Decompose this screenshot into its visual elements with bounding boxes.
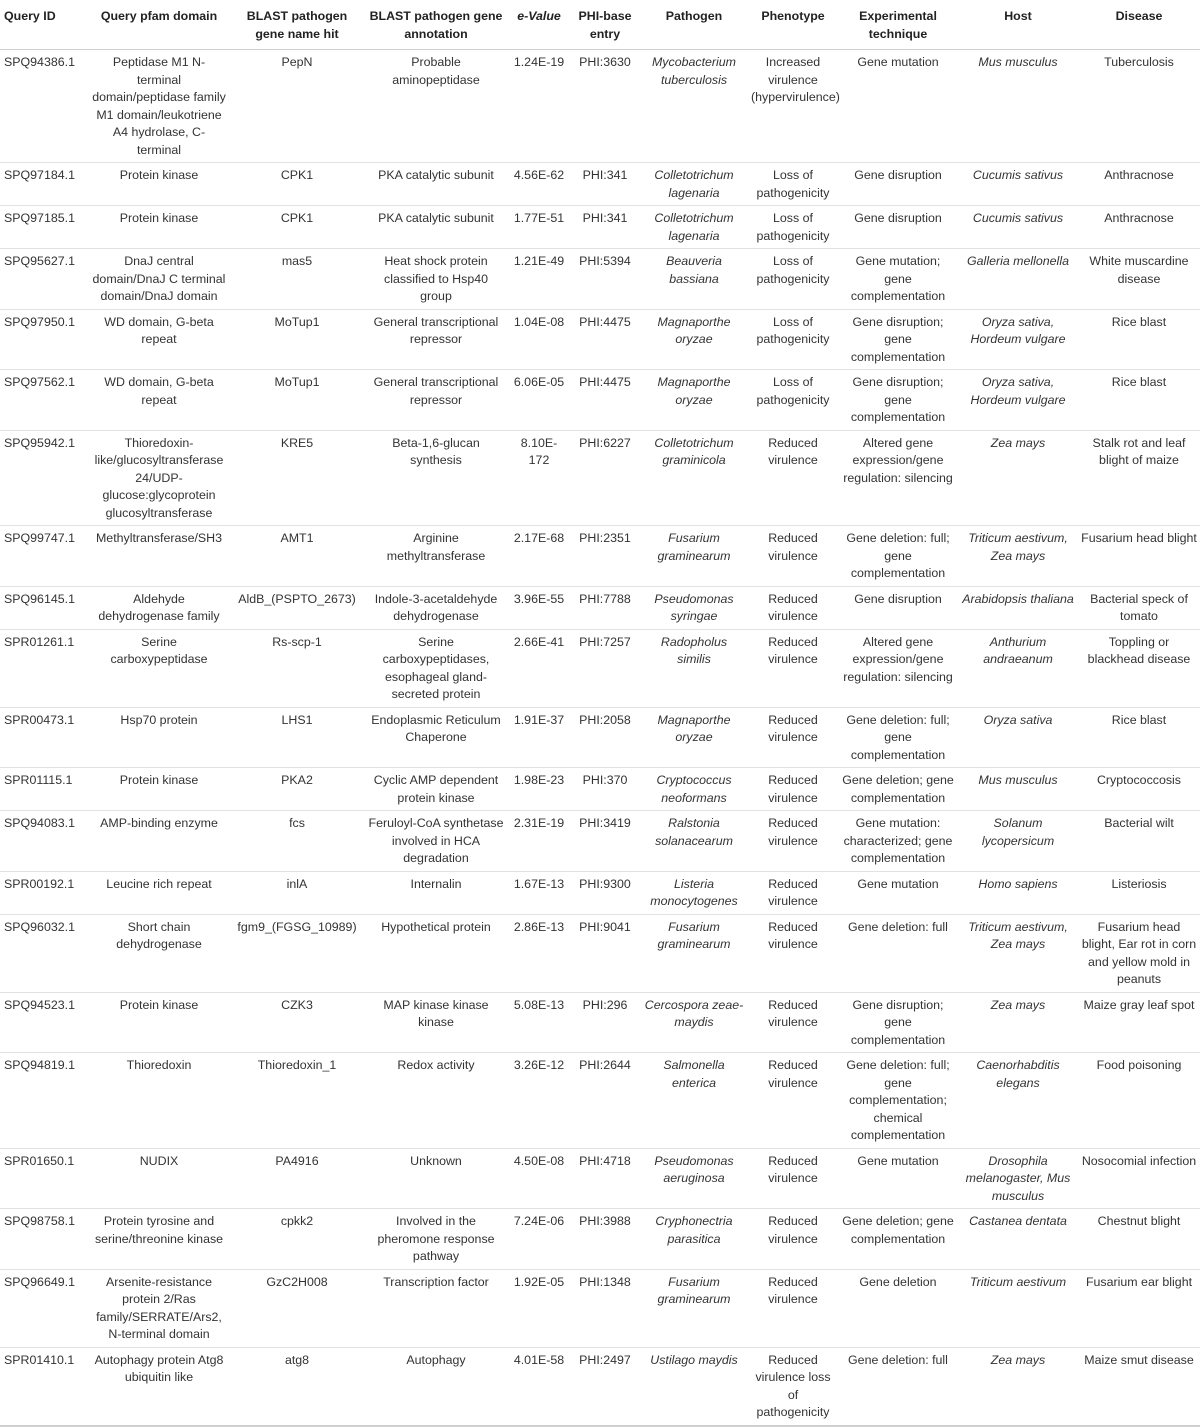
table-cell: Cryptococcosis [1078, 768, 1200, 811]
table-cell: Mus musculus [958, 50, 1078, 163]
table-cell: Arginine methyltransferase [364, 526, 508, 587]
table-cell: Methyltransferase/SH3 [88, 526, 230, 587]
table-cell: 1.91E-37 [508, 707, 570, 768]
table-cell: fcs [230, 811, 364, 872]
table-cell: CPK1 [230, 163, 364, 206]
table-cell: Reduced virulence [748, 1209, 838, 1270]
table-cell: PHI:2644 [570, 1053, 640, 1149]
table-cell: PHI:2497 [570, 1347, 640, 1426]
column-header [748, 0, 838, 50]
table-cell: Caenorhabditis elegans [958, 1053, 1078, 1149]
table-cell: 3.26E-12 [508, 1053, 570, 1149]
table-cell: Gene disruption; gene complementation [838, 309, 958, 370]
table-cell: Gene disruption; gene complementation [838, 992, 958, 1053]
table-cell: WD domain, G-beta repeat [88, 370, 230, 431]
table-cell: Redox activity [364, 1053, 508, 1149]
table-cell: Arsenite-resistance protein 2/Ras family/SERRATE/Ars2, N-terminal domain [88, 1269, 230, 1347]
table-cell: Thioredoxin [88, 1053, 230, 1149]
table-cell: Triticum aestivum, Zea mays [958, 914, 1078, 992]
table-cell: Loss of pathogenicity [748, 370, 838, 431]
table-cell: SPQ98758.1 [0, 1209, 88, 1270]
column-header-label: Host [1004, 9, 1032, 23]
table-cell: Cucumis sativus [958, 163, 1078, 206]
table-cell: SPQ94386.1 [0, 50, 88, 163]
table-cell: AMP-binding enzyme [88, 811, 230, 872]
table-cell: 1.98E-23 [508, 768, 570, 811]
table-cell: Galleria mellonella [958, 249, 1078, 310]
table-cell: mas5 [230, 249, 364, 310]
table-cell: 1.67E-13 [508, 871, 570, 914]
table-cell: MAP kinase kinase kinase [364, 992, 508, 1053]
table-cell: PHI:2351 [570, 526, 640, 587]
table-cell: SPR01115.1 [0, 768, 88, 811]
table-cell: 4.50E-08 [508, 1148, 570, 1209]
table-cell: Fusarium head blight [1078, 526, 1200, 587]
table-cell: KRE5 [230, 430, 364, 526]
table-cell: cpkk2 [230, 1209, 364, 1270]
table-row [0, 206, 1200, 249]
table-cell: Protein tyrosine and serine/threonine kinase [88, 1209, 230, 1270]
table-cell: Listeriosis [1078, 871, 1200, 914]
table-row [0, 1347, 1200, 1426]
table-cell: Thioredoxin_1 [230, 1053, 364, 1149]
table-cell: 1.77E-51 [508, 206, 570, 249]
table-cell: PHI:370 [570, 768, 640, 811]
table-cell: Gene deletion: full [838, 1347, 958, 1426]
table-cell: Radopholus similis [640, 629, 748, 707]
table-cell: PHI:4475 [570, 370, 640, 431]
table-cell: PHI:2058 [570, 707, 640, 768]
table-cell: 1.21E-49 [508, 249, 570, 310]
column-header [838, 0, 958, 50]
table-cell: Castanea dentata [958, 1209, 1078, 1270]
table-cell: 8.10E-172 [508, 430, 570, 526]
table-cell: SPR01261.1 [0, 629, 88, 707]
table-cell: 2.31E-19 [508, 811, 570, 872]
table-cell: SPQ94523.1 [0, 992, 88, 1053]
table-cell: PHI:3988 [570, 1209, 640, 1270]
table-cell: Listeria monocytogenes [640, 871, 748, 914]
table-body [0, 50, 1200, 1426]
table-cell: Reduced virulence [748, 430, 838, 526]
table-cell: PHI:341 [570, 206, 640, 249]
table-cell: Reduced virulence [748, 1148, 838, 1209]
table-cell: PHI:9300 [570, 871, 640, 914]
table-cell: Endoplasmic Reticulum Chaperone [364, 707, 508, 768]
column-header [230, 0, 364, 50]
table-row [0, 1209, 1200, 1270]
table-cell: Bacterial wilt [1078, 811, 1200, 872]
table-cell: 2.86E-13 [508, 914, 570, 992]
table-cell: 2.17E-68 [508, 526, 570, 587]
column-header [570, 0, 640, 50]
table-cell: Reduced virulence [748, 586, 838, 629]
table-cell: Oryza sativa [958, 707, 1078, 768]
table-cell: SPQ94819.1 [0, 1053, 88, 1149]
table-cell: Hsp70 protein [88, 707, 230, 768]
table-cell: Magnaporthe oryzae [640, 309, 748, 370]
table-cell: PHI:1348 [570, 1269, 640, 1347]
table-cell: Rice blast [1078, 370, 1200, 431]
table-cell: Zea mays [958, 430, 1078, 526]
table-cell: Magnaporthe oryzae [640, 370, 748, 431]
table-cell: Gene deletion: full; gene complementation; chemical complementation [838, 1053, 958, 1149]
table-cell: Cyclic AMP dependent protein kinase [364, 768, 508, 811]
table-cell: Loss of pathogenicity [748, 309, 838, 370]
table-cell: Loss of pathogenicity [748, 163, 838, 206]
table-cell: 2.66E-41 [508, 629, 570, 707]
table-cell: Maize smut disease [1078, 1347, 1200, 1426]
table-cell: Reduced virulence [748, 811, 838, 872]
table-cell: Colletotrichum lagenaria [640, 163, 748, 206]
table-cell: Gene mutation [838, 1148, 958, 1209]
table-cell: Probable aminopeptidase [364, 50, 508, 163]
table-cell: Gene disruption; gene complementation [838, 370, 958, 431]
table-cell: Rice blast [1078, 309, 1200, 370]
table-row [0, 871, 1200, 914]
table-cell: 7.24E-06 [508, 1209, 570, 1270]
table-cell: Anthurium andraeanum [958, 629, 1078, 707]
table-cell: SPR00473.1 [0, 707, 88, 768]
table-cell: Zea mays [958, 992, 1078, 1053]
table-cell: Rs-scp-1 [230, 629, 364, 707]
table-cell: PHI:9041 [570, 914, 640, 992]
column-header [640, 0, 748, 50]
table-cell: PHI:296 [570, 992, 640, 1053]
table-cell: Reduced virulence [748, 707, 838, 768]
table-cell: Reduced virulence [748, 768, 838, 811]
table-cell: PHI:3630 [570, 50, 640, 163]
table-cell: Cryphonectria parasitica [640, 1209, 748, 1270]
table-row [0, 249, 1200, 310]
table-cell: Loss of pathogenicity [748, 206, 838, 249]
table-cell: Fusarium graminearum [640, 526, 748, 587]
column-header-label: Experimental technique [859, 9, 937, 41]
column-header-label: e-Value [517, 9, 561, 23]
table-cell: PHI:341 [570, 163, 640, 206]
table-cell: PHI:5394 [570, 249, 640, 310]
table-cell: Zea mays [958, 1347, 1078, 1426]
table-cell: Increased virulence (hypervirulence) [748, 50, 838, 163]
table-cell: Mycobacterium tuberculosis [640, 50, 748, 163]
table-row [0, 1269, 1200, 1347]
table-cell: Maize gray leaf spot [1078, 992, 1200, 1053]
table-cell: Beauveria bassiana [640, 249, 748, 310]
table-cell: fgm9_(FGSG_10989) [230, 914, 364, 992]
table-cell: Triticum aestivum, Zea mays [958, 526, 1078, 587]
table-row [0, 811, 1200, 872]
table-cell: SPQ95942.1 [0, 430, 88, 526]
table-cell: Oryza sativa, Hordeum vulgare [958, 309, 1078, 370]
table-cell: Chestnut blight [1078, 1209, 1200, 1270]
table-cell: PepN [230, 50, 364, 163]
table-cell: Magnaporthe oryzae [640, 707, 748, 768]
table-row [0, 1053, 1200, 1149]
table-cell: Serine carboxypeptidase [88, 629, 230, 707]
table-cell: CZK3 [230, 992, 364, 1053]
table-cell: AldB_(PSPTO_2673) [230, 586, 364, 629]
table-cell: Colletotrichum lagenaria [640, 206, 748, 249]
table-row [0, 586, 1200, 629]
table-cell: SPR01650.1 [0, 1148, 88, 1209]
column-header [0, 0, 88, 50]
table-cell: Nosocomial infection [1078, 1148, 1200, 1209]
table-cell: Autophagy protein Atg8 ubiquitin like [88, 1347, 230, 1426]
table-cell: Anthracnose [1078, 206, 1200, 249]
table-cell: MoTup1 [230, 309, 364, 370]
column-header [88, 0, 230, 50]
table-cell: Cucumis sativus [958, 206, 1078, 249]
table-cell: DnaJ central domain/DnaJ C terminal domain/DnaJ domain [88, 249, 230, 310]
table-cell: Gene disruption [838, 163, 958, 206]
table-cell: White muscardine disease [1078, 249, 1200, 310]
column-header-label: Disease [1115, 9, 1163, 23]
table-cell: Protein kinase [88, 768, 230, 811]
table-cell: Food poisoning [1078, 1053, 1200, 1149]
table-cell: Oryza sativa, Hordeum vulgare [958, 370, 1078, 431]
table-cell: Gene deletion: full; gene complementation [838, 707, 958, 768]
table-cell: Heat shock protein classified to Hsp40 group [364, 249, 508, 310]
table-cell: Gene deletion; gene complementation [838, 768, 958, 811]
table-cell: SPR00192.1 [0, 871, 88, 914]
table-cell: SPQ96145.1 [0, 586, 88, 629]
table-cell: Gene deletion: full; gene complementation [838, 526, 958, 587]
table-cell: atg8 [230, 1347, 364, 1426]
column-header-label: BLAST pathogen gene name hit [246, 9, 348, 41]
table-cell: Salmonella enterica [640, 1053, 748, 1149]
table-cell: Reduced virulence [748, 1269, 838, 1347]
table-cell: Gene deletion [838, 1269, 958, 1347]
column-header-label: Pathogen [665, 9, 723, 23]
column-header-label: Phenotype [761, 9, 825, 23]
table-cell: PHI:6227 [570, 430, 640, 526]
column-header [508, 0, 570, 50]
table-cell: WD domain, G-beta repeat [88, 309, 230, 370]
table-cell: PHI:4718 [570, 1148, 640, 1209]
table-cell: SPQ97185.1 [0, 206, 88, 249]
table-cell: Transcription factor [364, 1269, 508, 1347]
table-cell: Gene deletion: full [838, 914, 958, 992]
table-cell: Drosophila melanogaster, Mus musculus [958, 1148, 1078, 1209]
table-cell: PKA catalytic subunit [364, 163, 508, 206]
column-header [1078, 0, 1200, 50]
column-header [958, 0, 1078, 50]
table-cell: GzC2H008 [230, 1269, 364, 1347]
table-cell: Gene mutation [838, 50, 958, 163]
table-cell: Fusarium graminearum [640, 914, 748, 992]
table-cell: Gene deletion; gene complementation [838, 1209, 958, 1270]
table-cell: Leucine rich repeat [88, 871, 230, 914]
table-cell: Tuberculosis [1078, 50, 1200, 163]
table-cell: Fusarium graminearum [640, 1269, 748, 1347]
table-row [0, 370, 1200, 431]
table-cell: Triticum aestivum [958, 1269, 1078, 1347]
table-row [0, 992, 1200, 1053]
table-cell: Feruloyl-CoA synthetase involved in HCA degradation [364, 811, 508, 872]
table-cell: Arabidopsis thaliana [958, 586, 1078, 629]
table-cell: Anthracnose [1078, 163, 1200, 206]
table-cell: Rice blast [1078, 707, 1200, 768]
table-cell: Serine carboxypeptidases, esophageal gland-secreted protein [364, 629, 508, 707]
table-cell: Unknown [364, 1148, 508, 1209]
table-row [0, 914, 1200, 992]
table-row [0, 707, 1200, 768]
table-cell: Reduced virulence [748, 526, 838, 587]
table-cell: Gene mutation; gene complementation [838, 249, 958, 310]
table-cell: Pseudomonas syringae [640, 586, 748, 629]
table-cell: Fusarium head blight, Ear rot in corn and yellow mold in peanuts [1078, 914, 1200, 992]
table-cell: LHS1 [230, 707, 364, 768]
table-cell: Aldehyde dehydrogenase family [88, 586, 230, 629]
table-cell: Peptidase M1 N-terminal domain/peptidase family M1 domain/leukotriene A4 hydrolase, C-terminal [88, 50, 230, 163]
table-cell: SPQ99747.1 [0, 526, 88, 587]
table-cell: Stalk rot and leaf blight of maize [1078, 430, 1200, 526]
table-cell: Cercospora zeae-maydis [640, 992, 748, 1053]
table-cell: Indole-3-acetaldehyde dehydrogenase [364, 586, 508, 629]
table-cell: Cryptococcus neoformans [640, 768, 748, 811]
table-cell: Reduced virulence loss of pathogenicity [748, 1347, 838, 1426]
table-row [0, 163, 1200, 206]
table-cell: Pseudomonas aeruginosa [640, 1148, 748, 1209]
column-header-label: Query pfam domain [100, 9, 218, 23]
table-cell: SPQ96649.1 [0, 1269, 88, 1347]
table-cell: 4.56E-62 [508, 163, 570, 206]
table-cell: Protein kinase [88, 206, 230, 249]
table-cell: PKA catalytic subunit [364, 206, 508, 249]
table-cell: 6.06E-05 [508, 370, 570, 431]
table-cell: AMT1 [230, 526, 364, 587]
table-cell: Thioredoxin-like/glucosyltransferase 24/UDP-glucose:glycoprotein glucosyltransferase [88, 430, 230, 526]
table-cell: MoTup1 [230, 370, 364, 431]
table-cell: Gene disruption [838, 586, 958, 629]
table-cell: 1.04E-08 [508, 309, 570, 370]
table-cell: Reduced virulence [748, 914, 838, 992]
table-cell: Fusarium ear blight [1078, 1269, 1200, 1347]
table-cell: Autophagy [364, 1347, 508, 1426]
table-cell: 1.92E-05 [508, 1269, 570, 1347]
table-cell: Gene disruption [838, 206, 958, 249]
table-cell: 4.01E-58 [508, 1347, 570, 1426]
table-cell: Mus musculus [958, 768, 1078, 811]
table-cell: Protein kinase [88, 163, 230, 206]
table-cell: PHI:3419 [570, 811, 640, 872]
table-cell: 3.96E-55 [508, 586, 570, 629]
table-cell: PHI:7257 [570, 629, 640, 707]
table-row [0, 50, 1200, 163]
table-cell: SPQ95627.1 [0, 249, 88, 310]
table-row [0, 629, 1200, 707]
table-cell: SPQ96032.1 [0, 914, 88, 992]
table-cell: 1.24E-19 [508, 50, 570, 163]
table-cell: Hypothetical protein [364, 914, 508, 992]
table-cell: PHI:4475 [570, 309, 640, 370]
table-row [0, 526, 1200, 587]
table-cell: Involved in the pheromone response pathway [364, 1209, 508, 1270]
table-cell: Reduced virulence [748, 629, 838, 707]
table-cell: Colletotrichum graminicola [640, 430, 748, 526]
table-cell: Protein kinase [88, 992, 230, 1053]
table-cell: CPK1 [230, 206, 364, 249]
table-cell: Beta-1,6-glucan synthesis [364, 430, 508, 526]
table-cell: Bacterial speck of tomato [1078, 586, 1200, 629]
table-cell: General transcriptional repressor [364, 370, 508, 431]
table-cell: Reduced virulence [748, 1053, 838, 1149]
table-cell: Ralstonia solanacearum [640, 811, 748, 872]
table-cell: Loss of pathogenicity [748, 249, 838, 310]
column-header-label: BLAST pathogen gene annotation [369, 9, 503, 41]
table-cell: PA4916 [230, 1148, 364, 1209]
table-row [0, 1148, 1200, 1209]
table-cell: Toppling or blackhead disease [1078, 629, 1200, 707]
table-cell: SPQ97950.1 [0, 309, 88, 370]
table-row [0, 430, 1200, 526]
table-cell: SPQ94083.1 [0, 811, 88, 872]
table-cell: 5.08E-13 [508, 992, 570, 1053]
table-cell: Altered gene expression/gene regulation: silencing [838, 629, 958, 707]
table-cell: Internalin [364, 871, 508, 914]
table-row [0, 768, 1200, 811]
table-cell: Gene mutation: characterized; gene complementation [838, 811, 958, 872]
table-row [0, 309, 1200, 370]
table-cell: Reduced virulence [748, 992, 838, 1053]
table-cell: NUDIX [88, 1148, 230, 1209]
column-header-label: PHI-base entry [578, 9, 632, 41]
table-cell: Ustilago maydis [640, 1347, 748, 1426]
table-cell: SPQ97184.1 [0, 163, 88, 206]
header-row [0, 0, 1200, 50]
table-cell: PKA2 [230, 768, 364, 811]
column-header-label: Query ID [4, 9, 56, 23]
table-cell: Solanum lycopersicum [958, 811, 1078, 872]
table-cell: Short chain dehydrogenase [88, 914, 230, 992]
table-cell: Homo sapiens [958, 871, 1078, 914]
table-cell: PHI:7788 [570, 586, 640, 629]
table-cell: SPR01410.1 [0, 1347, 88, 1426]
column-header [364, 0, 508, 50]
table-cell: Reduced virulence [748, 871, 838, 914]
table-cell: SPQ97562.1 [0, 370, 88, 431]
table-cell: General transcriptional repressor [364, 309, 508, 370]
table-cell: Altered gene expression/gene regulation: silencing [838, 430, 958, 526]
table-cell: Gene mutation [838, 871, 958, 914]
table-cell: inlA [230, 871, 364, 914]
